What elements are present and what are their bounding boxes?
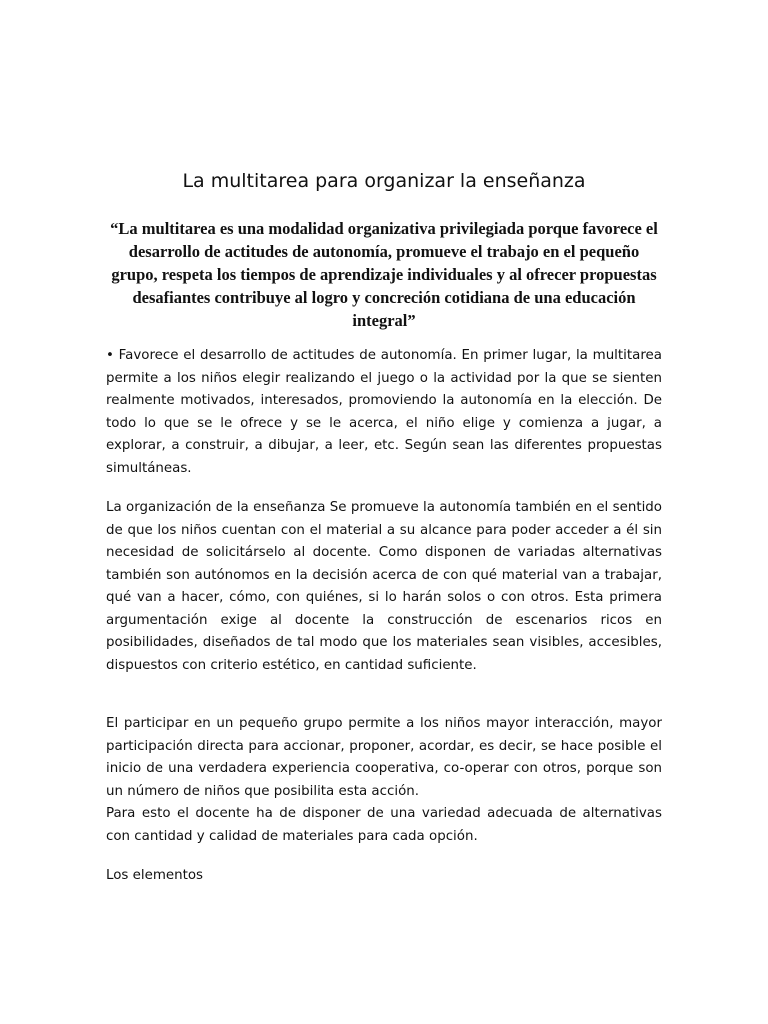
paragraph-pequeno-grupo: El participar en un pequeño grupo permite a los niños mayor interacción, mayor participación directa para accionar, proponer, acordar, es decir, se hace posible el inicio de una verdadera experiencia cooperativa, co-operar con otros, porque son un número de niños que posibilita esta acción. Para esto el docente ha de disponer de una variedad adecuada de alternativas con cantidad y calidad de materiales para cada opción. xyxy=(106,716,662,844)
paragraph-organizacion: La organización de la enseñanza Se promueve la autonomía también en el sentido de que los niños cuentan con el material a su alcance para poder acceder a él sin necesidad de solicitárselo al docente. Como disponen de variadas alternativas también son autónomos en la decisión acerca de con qué material van a trabajar, qué van a hacer, cómo, con quiénes, si lo harán solos o con otros. Esta primera argumentación exige al docente la construcción de escenarios ricos en posibilidades, diseñados de tal modo que los materiales sean visibles, accesibles, dispuestos con criterio estético, en cantidad suficiente. xyxy=(106,500,662,673)
document-title: La multitarea para organizar la enseñanza xyxy=(182,170,586,192)
paragraph-autonomia: • Favorece el desarrollo de actitudes de autonomía. En primer lugar, la multitarea permite a los niños elegir realizando el juego o la actividad por la que se sienten realmente motivados, interesados, promoviendo la autonomía en la elección. De todo lo que se le ofrece y se le acerca, el niño elige y comienza a jugar, a explorar, a construir, a dibujar, a leer, etc. Según sean las diferentes propuestas simultáneas. xyxy=(106,348,662,476)
quote-block: “La multitarea es una modalidad organizativa privilegiada porque favorece el desarrollo de actitudes de autonomía, promueve el trabajo en el pequeño grupo, respeta los tiempos de aprendizaje individuales y al ofrecer propuestas desafiantes contribuye al logro y concreción cotidiana de una educación integral” xyxy=(110,219,658,330)
paragraph-elementos: Los elementos xyxy=(106,868,204,883)
